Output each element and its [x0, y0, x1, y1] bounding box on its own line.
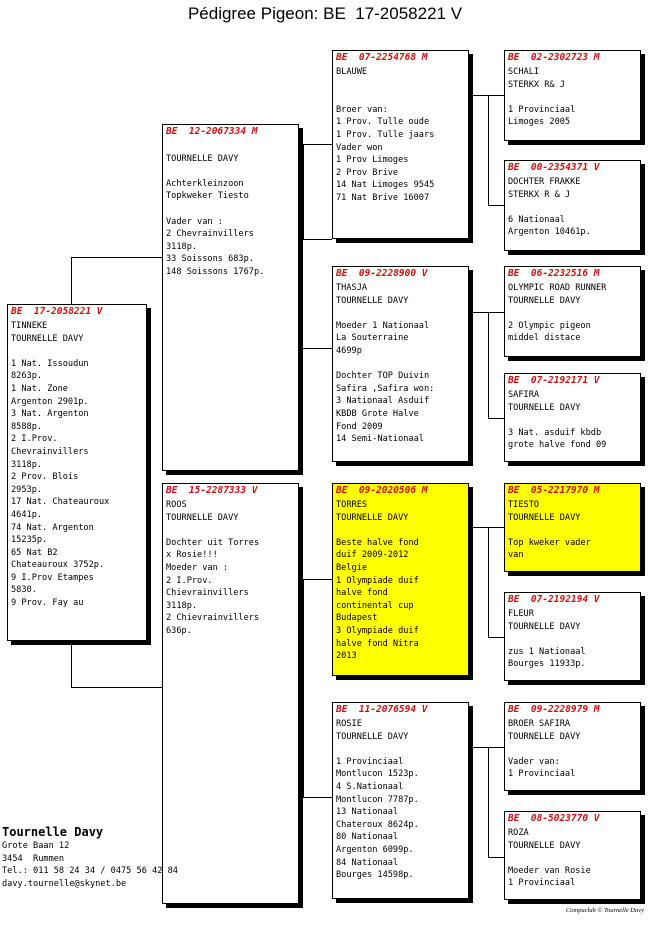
bird-line: Budapest — [336, 613, 378, 624]
bird-line: Beste halve fond — [336, 537, 419, 548]
bird-line: TINNEKE — [11, 321, 48, 331]
bird-details — [333, 718, 468, 882]
bird-line: Safira ,Safira won: — [336, 383, 435, 394]
connector-line — [303, 348, 332, 349]
breeder-city: 3454 Rummen — [2, 853, 65, 864]
connector-line — [71, 645, 72, 687]
bird-line: 3118p. — [166, 600, 198, 611]
bird-line — [333, 358, 468, 371]
ring-number: BE 17-2058221 V — [11, 306, 103, 317]
bird-card-fm[interactable] — [332, 266, 469, 462]
connector-line — [71, 257, 72, 304]
bird-line: 1 Prov. Tulle jaars — [336, 129, 435, 140]
bird-line: OLYMPIC ROAD RUNNER — [508, 283, 607, 293]
bird-details — [333, 499, 468, 663]
bird-line — [505, 91, 640, 104]
bird-line — [505, 414, 640, 427]
ring-number: BE 07-2192194 V — [508, 594, 600, 605]
bird-line: 3 Nationaal Asduif — [336, 396, 430, 407]
bird-line: 13 Nationaal — [336, 807, 399, 818]
bird-line: TOURNELLE DAVY — [508, 402, 581, 413]
ring-number: BE 09-2228979 M — [508, 704, 600, 715]
connector-line — [71, 687, 162, 688]
bird-card-fmf[interactable] — [504, 266, 641, 357]
connector-line — [303, 579, 332, 580]
bird-line: x Rosie!!! — [166, 550, 218, 561]
ring-number: BE 12-2067334 M — [166, 126, 258, 137]
bird-line: 2 Chievrainvillers — [166, 613, 260, 624]
bird-card-mother[interactable] — [162, 483, 299, 904]
bird-details — [505, 282, 640, 345]
bird-line: TOURNELLE DAVY — [508, 621, 581, 632]
bird-line: 148 Soissons 1767p. — [166, 266, 265, 277]
bird-line: 1 Provinciaal — [508, 104, 576, 115]
bird-line: STERKX R& J — [508, 79, 565, 90]
bird-details — [163, 140, 298, 279]
bird-line: 3 Nat. Argenton — [11, 409, 89, 420]
ring-number: BE 07-2192171 V — [508, 375, 600, 386]
bird-details — [8, 320, 146, 610]
bird-line: van — [508, 550, 524, 561]
bird-line — [505, 852, 640, 865]
connector-line — [303, 797, 332, 798]
bird-line: TOURNELLE DAVY — [508, 512, 581, 523]
bird-line: 17 Nat. Chateauroux — [11, 497, 110, 508]
bird-line — [505, 524, 640, 537]
bird-line: 2 Chevrainvillers — [166, 229, 254, 240]
bird-line: 8588p. — [11, 421, 43, 432]
bird-card-father[interactable] — [162, 124, 299, 471]
bird-line: TORRES — [336, 500, 368, 510]
bird-details — [505, 389, 640, 452]
bird-line: BROER SAFIRA — [508, 719, 571, 729]
bird-line — [8, 345, 146, 358]
bird-line — [505, 307, 640, 320]
bird-line: Moeder 1 Nationaal — [336, 320, 430, 331]
bird-line: Dochter uit Torres — [166, 537, 260, 548]
ring-number: BE 11-2076594 V — [336, 704, 428, 715]
bird-line: ROOS — [166, 500, 187, 510]
bird-line: Broer van: — [336, 104, 388, 115]
bird-line — [163, 165, 298, 178]
bird-line: 1 Prov. Tulle oude — [336, 117, 430, 128]
bird-line: TOURNELLE DAVY — [336, 512, 409, 523]
bird-line: Vader won — [336, 142, 383, 153]
bird-line: duif 2009-2012 — [336, 550, 409, 561]
connector-line — [488, 747, 489, 857]
bird-line: 4641p. — [11, 509, 43, 520]
bird-line: 3 Olympiade duif — [336, 625, 419, 636]
breeder-info — [2, 824, 178, 890]
bird-line: continental cup — [336, 600, 414, 611]
bird-line: 1 Nat. Zone — [11, 383, 68, 394]
bird-line: THASJA — [336, 283, 368, 293]
bird-line — [333, 743, 468, 756]
bird-line: 2 Prov Brive — [336, 167, 399, 178]
bird-line: 1 Prov Limoges — [336, 155, 409, 166]
bird-card-mff[interactable] — [504, 483, 641, 572]
bird-line — [333, 307, 468, 320]
bird-line: 65 Nat B2 — [11, 547, 58, 558]
connector-line — [488, 205, 504, 206]
bird-line: halve fond — [336, 588, 388, 599]
connector-line — [303, 239, 332, 240]
bird-line — [505, 743, 640, 756]
bird-details — [505, 499, 640, 562]
bird-line: La Souterraine — [336, 333, 409, 344]
bird-line — [505, 633, 640, 646]
bird-line: 636p. — [166, 625, 192, 636]
ring-number: BE 08-5023770 V — [508, 813, 600, 824]
bird-line — [163, 203, 298, 216]
bird-line: TOURNELLE DAVY — [508, 731, 581, 742]
bird-card-mmm[interactable] — [504, 811, 641, 900]
breeder-address: Grote Baan 12 — [2, 841, 70, 851]
bird-line: TOURNELLE DAVY — [508, 295, 581, 306]
connector-line — [71, 257, 162, 258]
bird-line: Vader van: — [508, 756, 560, 767]
bird-details — [505, 608, 640, 671]
bird-line: SAFIRA — [508, 390, 540, 400]
ring-number: BE 09-2228900 V — [336, 268, 428, 279]
connector-line — [488, 95, 489, 205]
breeder-phone: Tel.: 011 58 24 34 / 0475 56 42 84 — [2, 866, 178, 877]
ring-number: BE 09-2020506 M — [336, 485, 428, 496]
ring-number: BE 06-2232516 M — [508, 268, 600, 279]
bird-line: Topkweker Tiesto — [166, 191, 249, 202]
connector-line — [303, 579, 304, 797]
bird-line: Fond 2009 — [336, 421, 383, 432]
bird-line: 9 I.Prov Etampes — [11, 572, 94, 583]
bird-line: 1 Olympiade duif — [336, 575, 419, 586]
connector-line — [488, 527, 489, 637]
bird-line: 84 Nationaal — [336, 857, 399, 868]
bird-line: 8263p. — [11, 371, 43, 382]
copyright-note: Compuclub © Tournelle Davy — [565, 907, 644, 914]
bird-line: 2953p. — [11, 484, 43, 495]
bird-details — [505, 176, 640, 239]
bird-line: TOURNELLE DAVY — [336, 295, 409, 306]
bird-card-mmf[interactable] — [504, 702, 641, 791]
bird-line: 2013 — [336, 651, 357, 662]
bird-card-ff[interactable] — [332, 50, 469, 239]
connector-line — [488, 857, 504, 858]
bird-line: TOURNELLE DAVY — [11, 333, 84, 344]
bird-line: TOURNELLE DAVY — [166, 153, 239, 164]
bird-line: Argenton 10461p. — [508, 227, 591, 238]
bird-line: Chevrainvillers — [11, 446, 89, 457]
bird-line: STERKX R & J — [508, 189, 571, 200]
ring-number: BE 02-2302723 M — [508, 52, 600, 63]
bird-line — [333, 524, 468, 537]
bird-line: 3118p. — [166, 241, 198, 252]
breeder-name: Tournelle Davy — [2, 825, 104, 839]
bird-line: 5830. — [11, 585, 37, 596]
bird-line: 2 I.Prov. — [166, 575, 213, 586]
bird-line: DOCHTER FRAKKE — [508, 177, 581, 187]
bird-line: 71 Nat Brive 16007 — [336, 192, 430, 203]
bird-line — [163, 140, 298, 153]
bird-line: zus 1 Nationaal — [508, 646, 586, 657]
bird-line: Dochter TOP Duivin — [336, 371, 430, 382]
bird-line: FLEUR — [508, 609, 534, 619]
bird-details — [505, 66, 640, 129]
bird-line: middel distace — [508, 333, 581, 344]
bird-line: Chievrainvillers — [166, 588, 249, 599]
bird-line: ROZA — [508, 828, 529, 838]
bird-line: 33 Soissons 683p. — [166, 254, 254, 265]
bird-card-mfm[interactable] — [504, 592, 641, 681]
bird-line: Belgie — [336, 562, 368, 573]
bird-details — [505, 827, 640, 890]
bird-line: Vader van : — [166, 216, 223, 227]
ring-number: BE 07-2254768 M — [336, 52, 428, 63]
ring-number: BE 15-2287333 V — [166, 485, 258, 496]
bird-line: Montlucon 7787p. — [336, 794, 419, 805]
ring-number: BE 00-2354371 V — [508, 162, 600, 173]
bird-line: SCHALI — [508, 67, 540, 77]
bird-line: 9 Prov. Fay au — [11, 598, 84, 609]
bird-line: Argenton 6099p. — [336, 844, 414, 855]
bird-line — [163, 524, 298, 537]
ring-number: BE 05-2217970 M — [508, 485, 600, 496]
bird-line: TOURNELLE DAVY — [336, 731, 409, 742]
bird-line — [505, 201, 640, 214]
connector-line — [488, 418, 504, 419]
bird-line: Chateauroux 3752p. — [11, 560, 105, 571]
bird-line: Bourges 14598p. — [336, 870, 414, 881]
bird-line: 1 Nat. Issoudun — [11, 358, 89, 369]
bird-line: 2 Prov. Blois — [11, 472, 79, 483]
bird-line: 4699p — [336, 345, 362, 356]
bird-line: halve fond Nitra — [336, 638, 419, 649]
page-title: Pédigree Pigeon: BE 17-2058221 V — [187, 4, 463, 23]
bird-line: Montlucon 1523p. — [336, 769, 419, 780]
bird-card-fmm[interactable] — [504, 373, 641, 462]
connector-line — [488, 637, 504, 638]
bird-line: 1 Provinciaal — [508, 878, 576, 889]
bird-line: TOURNELLE DAVY — [166, 512, 239, 523]
bird-line: Limoges 2005 — [508, 117, 571, 128]
bird-details — [333, 66, 468, 205]
bird-line: 80 Nationaal — [336, 832, 399, 843]
bird-details — [163, 499, 298, 638]
connector-line — [303, 144, 304, 239]
bird-line: grote halve fond 09 — [508, 440, 607, 451]
bird-line: ROSIE — [336, 719, 362, 729]
bird-card-fff[interactable] — [504, 50, 641, 141]
bird-line: 2 I.Prov. — [11, 434, 58, 445]
bird-line: Moeder van Rosie — [508, 865, 591, 876]
connector-line — [303, 144, 332, 145]
bird-line: Moeder van : — [166, 562, 229, 573]
bird-line — [333, 91, 468, 104]
bird-line: 14 Semi-Nationaal — [336, 434, 424, 445]
bird-line — [333, 79, 468, 92]
bird-line: TOURNELLE DAVY — [508, 840, 581, 851]
bird-line: 3118p. — [11, 459, 43, 470]
bird-line: Achterkleinzoon — [166, 178, 244, 189]
bird-card-ffm[interactable] — [504, 160, 641, 251]
bird-line: 15235p. — [11, 535, 48, 546]
bird-line: 74 Nat. Argenton — [11, 522, 94, 533]
bird-card-mm[interactable] — [332, 702, 469, 899]
bird-line: 14 Nat Limoges 9545 — [336, 180, 435, 191]
connector-line — [488, 312, 489, 418]
bird-line: 1 Provinciaal — [508, 769, 576, 780]
bird-details — [505, 718, 640, 781]
bird-card-mf[interactable] — [332, 483, 469, 676]
bird-line: 4 S.Nationaal — [336, 781, 404, 792]
bird-card-subject[interactable] — [7, 304, 147, 641]
bird-details — [333, 282, 468, 446]
bird-line: 3 Nat. asduif kbdb — [508, 427, 602, 438]
bird-line: 2 Olympic pigeon — [508, 320, 591, 331]
bird-line: Bourges 11933p. — [508, 659, 586, 670]
bird-line: BLAUWE — [336, 67, 368, 77]
bird-line: KBDB Grote Halve — [336, 408, 419, 419]
bird-line: Top kweker vader — [508, 537, 591, 548]
bird-line: Argenton 2901p. — [11, 396, 89, 407]
bird-line: 1 Provinciaal — [336, 756, 404, 767]
bird-line: 6 Nationaal — [508, 214, 565, 225]
bird-line: Chateroux 8624p. — [336, 819, 419, 830]
breeder-email[interactable]: davy.tournelle@skynet.be — [2, 878, 127, 889]
bird-line: TIESTO — [508, 500, 540, 510]
